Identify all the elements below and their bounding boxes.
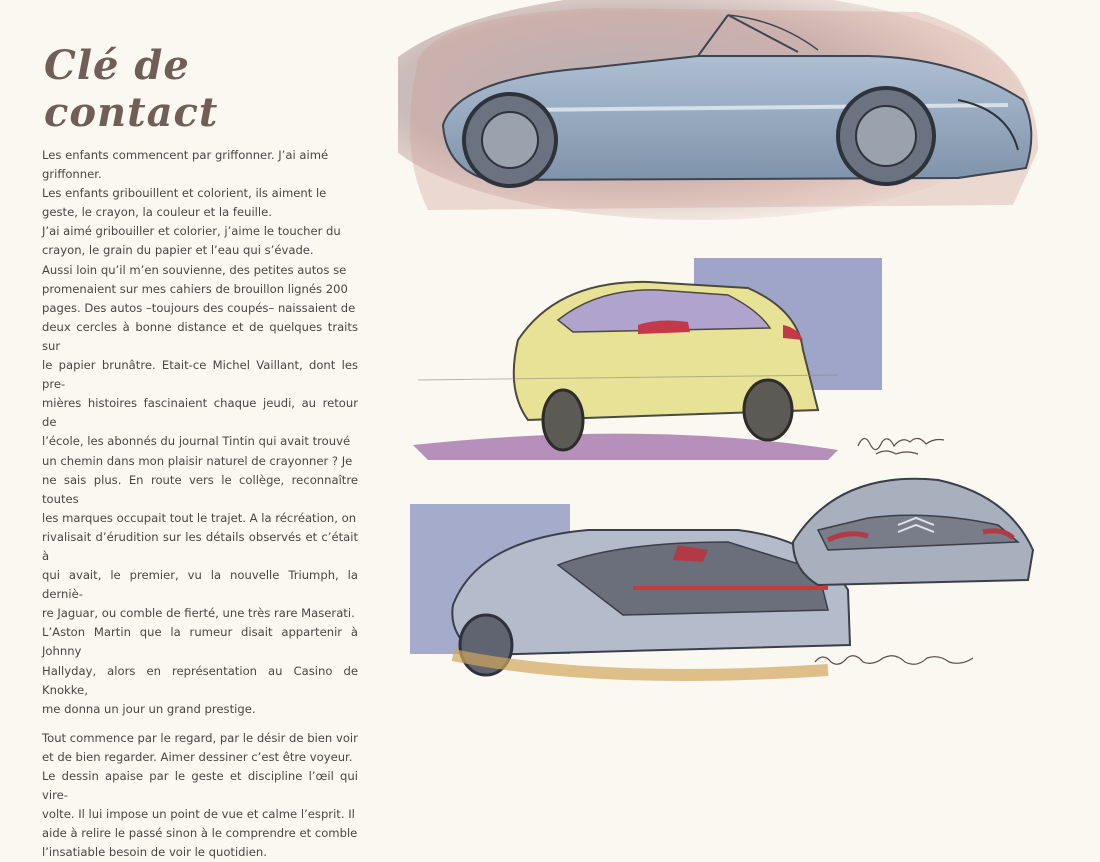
article-title: Clé de contact (44, 42, 219, 136)
sketch-panel (398, 0, 1100, 686)
text-line: J’ai aimé gribouiller et colorier, j’aime le toucher du (42, 224, 341, 239)
coupe-sketch (398, 250, 1100, 475)
text-line: rivalisait d’érudition sur les détails observés et c’était à (42, 529, 358, 563)
text-line: l’école, les abonnés du journal Tintin qui avait trouvé (42, 434, 351, 449)
text-line: le papier brunâtre. Etait-ce Michel Vaillant, dont les pre- (42, 358, 358, 392)
text-line: ne sais plus. En route vers le collège, reconnaître toutes (42, 472, 358, 506)
text-line: crayon, le grain du papier et l’eau qui s’évade. (42, 243, 314, 258)
paragraph-1 (42, 146, 358, 719)
paragraph-2 (42, 729, 358, 862)
text-line: l’insatiable besoin de voir le quotidien. (42, 845, 267, 860)
text-line: Les enfants gribouillent et colorient, ils aiment le (42, 186, 327, 201)
text-line: volte. Il lui impose un point de vue et calme l’esprit. Il (42, 807, 355, 822)
text-line: re Jaguar, ou comble de fierté, une très rare Maserati. (42, 606, 355, 621)
text-line: promenaient sur mes cahiers de brouillon lignés 200 (42, 281, 348, 296)
text-line: pages. Des autos –toujours des coupés– naissaient de (42, 300, 356, 315)
artist-signature-bottom (813, 648, 983, 676)
artist-signature-middle (856, 428, 948, 461)
roadster-sketch (398, 0, 1100, 235)
text-line: les marques occupait tout le trajet. A la récréation, on (42, 510, 357, 525)
text-line: Tout commence par le regard, par le désir de bien voir (42, 730, 358, 745)
text-line: qui avait, le premier, vu la nouvelle Triumph, la derniè- (42, 568, 358, 602)
text-line: Hallyday, alors en représentation au Casino de Knokke, (42, 663, 358, 697)
text-line: aide à relire le passé sinon à le comprendre et comble (42, 826, 358, 841)
text-line: Aussi loin qu’il m’en souvienne, des petites autos se (42, 262, 347, 277)
concept-sketch (398, 470, 1100, 686)
text-line: un chemin dans mon plaisir naturel de crayonner ? Je (42, 453, 353, 468)
text-line: et de bien regarder. Aimer dessiner c’est être voyeur. (42, 749, 353, 764)
text-line: griffonner. (42, 167, 102, 182)
text-line: deux cercles à bonne distance et de quelques traits sur (42, 319, 358, 353)
text-line: mières histoires fascinaient chaque jeudi, au retour de (42, 396, 358, 430)
text-line: Le dessin apaise par le geste et discipline l’œil qui vire- (42, 769, 358, 803)
text-line: geste, le crayon, la couleur et la feuille. (42, 205, 272, 220)
text-line: Les enfants commencent par griffonner. J’ai aimé (42, 148, 329, 162)
article-column (42, 42, 358, 862)
text-line: L’Aston Martin que la rumeur disait appartenir à Johnny (42, 625, 358, 659)
text-line: me donna un jour un grand prestige. (42, 701, 256, 716)
